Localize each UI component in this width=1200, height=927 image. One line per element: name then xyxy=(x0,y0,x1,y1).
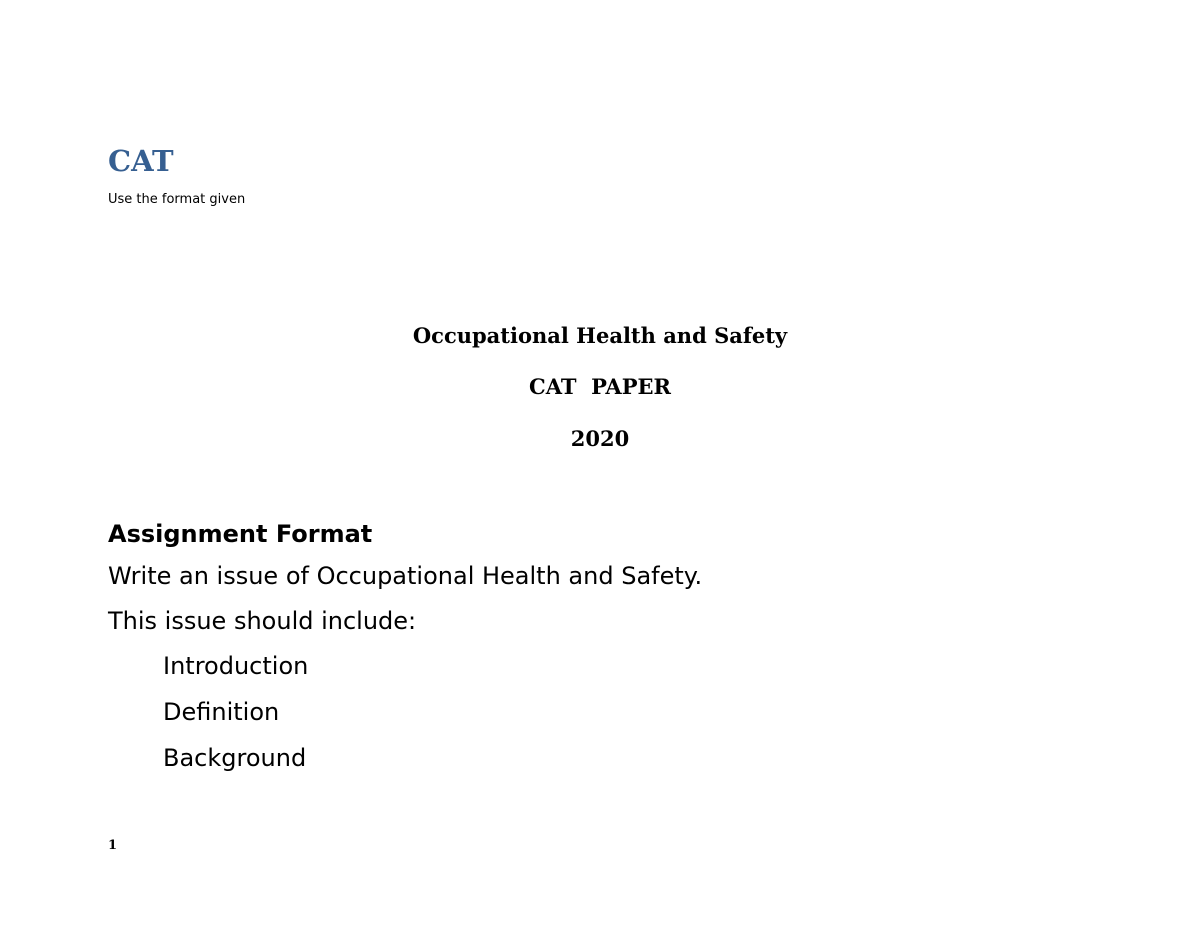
assignment-instruction: Write an issue of Occupational Health and Safety. xyxy=(108,562,703,590)
assignment-heading: Assignment Format xyxy=(108,520,373,548)
course-title: Occupational Health and Safety xyxy=(412,323,788,348)
include-list xyxy=(163,652,308,790)
paper-year: 2020 xyxy=(570,426,630,451)
list-item-definition: Definition xyxy=(163,698,280,726)
list-item-background: Background xyxy=(163,744,307,772)
list-item-introduction: Introduction xyxy=(163,652,309,680)
paper-label: CAT PAPER xyxy=(529,374,671,399)
page-number: 1 xyxy=(108,838,118,853)
format-note: Use the format given xyxy=(108,192,246,207)
include-intro: This issue should include: xyxy=(108,607,417,635)
document-title: CAT xyxy=(108,144,174,178)
